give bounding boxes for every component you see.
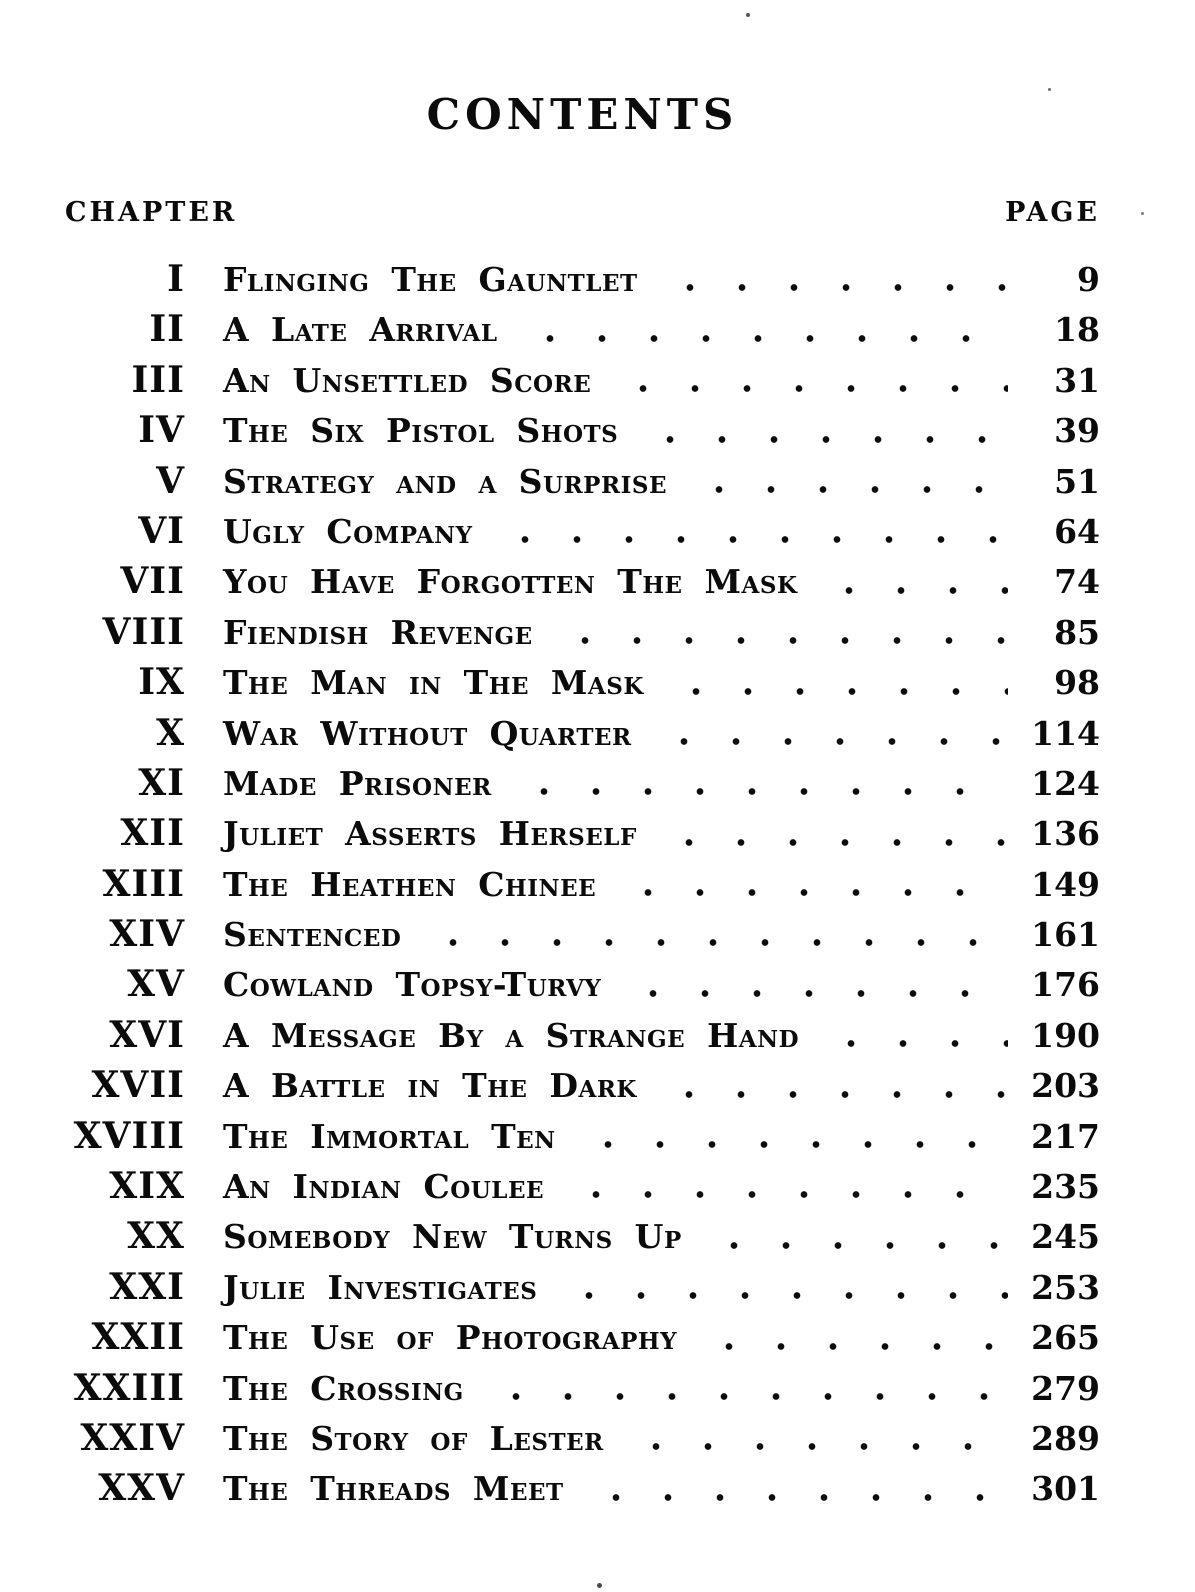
chapter-column-label: CHAPTER: [65, 197, 238, 228]
chapter-numeral: I: [167, 258, 185, 300]
chapter-numeral: X: [156, 711, 185, 754]
page-number: 245: [1031, 1217, 1100, 1257]
chapter-title: Somebody New Turns Up: [223, 1217, 682, 1257]
chapter-numeral: VI: [138, 509, 185, 552]
chapter-title: The Immortal Ten: [223, 1116, 556, 1156]
toc-row: [65, 1161, 1100, 1211]
dot-leader: [681, 1343, 1008, 1350]
dot-leader: [686, 1242, 1008, 1249]
chapter-numeral: XXV: [98, 1467, 185, 1510]
page-number: 31: [1054, 360, 1100, 400]
dot-leader: [468, 1393, 1008, 1400]
page-number: 114: [1031, 713, 1100, 753]
dot-leader: [801, 587, 1008, 594]
page-number: 301: [1031, 1469, 1100, 1509]
dot-leader: [608, 1443, 1008, 1450]
page-number: 289: [1031, 1418, 1100, 1458]
page-number: 190: [1031, 1015, 1100, 1055]
page-number: 217: [1031, 1116, 1100, 1156]
dot-leader: [595, 385, 1008, 392]
chapter-numeral: IX: [138, 661, 185, 704]
chapter-numeral: XXIV: [80, 1416, 185, 1459]
toc-row: [65, 1010, 1100, 1060]
chapter-title: A Late Arrival: [223, 310, 498, 350]
page-number: 253: [1031, 1267, 1100, 1307]
toc-row: [65, 758, 1100, 808]
chapter-numeral: III: [131, 358, 185, 401]
toc-row: [65, 657, 1100, 707]
toc-row: [65, 1111, 1100, 1161]
toc-row: [65, 556, 1100, 606]
chapter-title: Julie Investigates: [223, 1267, 538, 1307]
toc-row: [65, 708, 1100, 758]
toc-row: [65, 1060, 1100, 1110]
chapter-numeral: IV: [138, 409, 185, 452]
chapter-numeral: XXI: [109, 1265, 185, 1308]
page-column-label: PAGE: [1005, 197, 1100, 228]
toc-row: [65, 405, 1100, 455]
page-number: 136: [1031, 814, 1100, 854]
toc-row: [65, 607, 1100, 657]
toc-rows: [65, 254, 1100, 1514]
dot-leader: [548, 1191, 1008, 1198]
dot-leader: [502, 335, 1009, 342]
chapter-title: An Unsettled Score: [223, 360, 592, 400]
dot-leader: [405, 939, 1008, 946]
dot-leader: [541, 1292, 1008, 1299]
scan-speckle: [1141, 212, 1144, 215]
chapter-numeral: II: [149, 308, 185, 351]
page-number: 265: [1031, 1318, 1100, 1358]
chapter-title: Sentenced: [223, 915, 402, 955]
chapter-numeral: XXIII: [73, 1366, 185, 1409]
chapter-title: The Man in The Mask: [223, 663, 644, 703]
chapter-title: War Without Quarter: [223, 713, 632, 753]
dot-leader: [648, 688, 1008, 695]
chapter-numeral: XXII: [91, 1316, 185, 1359]
page-number: 74: [1054, 562, 1100, 602]
chapter-numeral: VII: [120, 560, 185, 603]
chapter-title: The Threads Meet: [223, 1469, 564, 1509]
toc-row: [65, 909, 1100, 959]
toc-row: [65, 959, 1100, 1009]
chapter-numeral: XIII: [102, 862, 185, 905]
chapter-title: The Use of Photography: [223, 1318, 678, 1358]
chapter-numeral: VIII: [102, 610, 185, 653]
page-number: 124: [1031, 763, 1100, 803]
page-number: 39: [1054, 411, 1100, 451]
chapter-title: Fiendish Revenge: [223, 612, 533, 652]
toc-row: [65, 506, 1100, 556]
toc-row: [65, 1363, 1100, 1413]
column-headers: [65, 196, 1100, 230]
dot-leader: [605, 990, 1008, 997]
chapter-title: A Message By a Strange Hand: [223, 1015, 800, 1055]
toc-row: [65, 304, 1100, 354]
dot-leader: [642, 284, 1008, 291]
toc-row: [65, 1312, 1100, 1362]
dot-leader: [671, 486, 1008, 493]
page-number: 9: [1077, 260, 1100, 299]
toc-row: [65, 1211, 1100, 1261]
page-number: 98: [1054, 663, 1100, 703]
chapter-numeral: XV: [127, 963, 185, 1006]
chapter-numeral: XX: [127, 1215, 185, 1258]
chapter-title: The Six Pistol Shots: [223, 411, 619, 451]
chapter-title: Strategy and a Surprise: [223, 461, 667, 501]
page-number: 85: [1054, 612, 1100, 652]
chapter-title: The Crossing: [223, 1368, 464, 1408]
chapter-title: You Have Forgotten The Mask: [223, 562, 798, 602]
chapter-numeral: XVIII: [73, 1114, 185, 1157]
page-number: 64: [1054, 511, 1100, 551]
chapter-title: An Indian Coulee: [223, 1167, 545, 1207]
scan-speckle: [597, 1583, 602, 1588]
toc-row: [65, 1413, 1100, 1463]
scan-speckle: [746, 13, 750, 17]
chapter-title: The Heathen Chinee: [223, 864, 597, 904]
chapter-numeral: XI: [138, 761, 185, 804]
dot-leader: [537, 637, 1008, 644]
dot-leader: [600, 889, 1008, 896]
dot-leader: [622, 436, 1008, 443]
chapter-numeral: XVII: [91, 1064, 185, 1107]
page-number: 279: [1031, 1368, 1100, 1408]
dot-leader: [803, 1040, 1008, 1047]
chapter-numeral: XIX: [109, 1165, 185, 1208]
dot-leader: [477, 536, 1008, 543]
toc-row: [65, 456, 1100, 506]
page-number: 203: [1031, 1066, 1100, 1106]
chapter-numeral: V: [156, 459, 185, 502]
chapter-numeral: XII: [120, 812, 185, 855]
dot-leader: [568, 1494, 1008, 1501]
toc-row: [65, 1262, 1100, 1312]
toc-row: [65, 355, 1100, 405]
chapter-numeral: XIV: [109, 913, 185, 956]
page-title: CONTENTS: [426, 90, 739, 139]
page-number: 176: [1031, 965, 1100, 1005]
scan-speckle: [1048, 88, 1051, 91]
page-number: 235: [1031, 1167, 1100, 1207]
page-number: 18: [1054, 310, 1100, 350]
chapter-title: Made Prisoner: [223, 763, 492, 803]
toc-row: [65, 254, 1100, 304]
toc-row: [65, 859, 1100, 909]
chapter-title: The Story of Lester: [223, 1418, 604, 1458]
chapter-title: Cowland Topsy-Turvy: [223, 965, 602, 1005]
page-number: 161: [1031, 915, 1100, 955]
toc-row: [65, 1463, 1100, 1513]
chapter-title: Juliet Asserts Herself: [223, 814, 637, 854]
dot-leader: [641, 839, 1008, 846]
dot-leader: [636, 738, 1008, 745]
dot-leader: [496, 788, 1008, 795]
chapter-title: A Battle in The Dark: [223, 1066, 637, 1106]
chapter-title: Flinging The Gauntlet: [223, 260, 638, 299]
dot-leader: [641, 1091, 1008, 1098]
toc-row: [65, 808, 1100, 858]
page-number: 149: [1031, 864, 1100, 904]
dot-leader: [560, 1141, 1008, 1148]
page-number: 51: [1054, 461, 1100, 501]
chapter-numeral: XVI: [109, 1013, 185, 1056]
chapter-title: Ugly Company: [223, 511, 473, 551]
